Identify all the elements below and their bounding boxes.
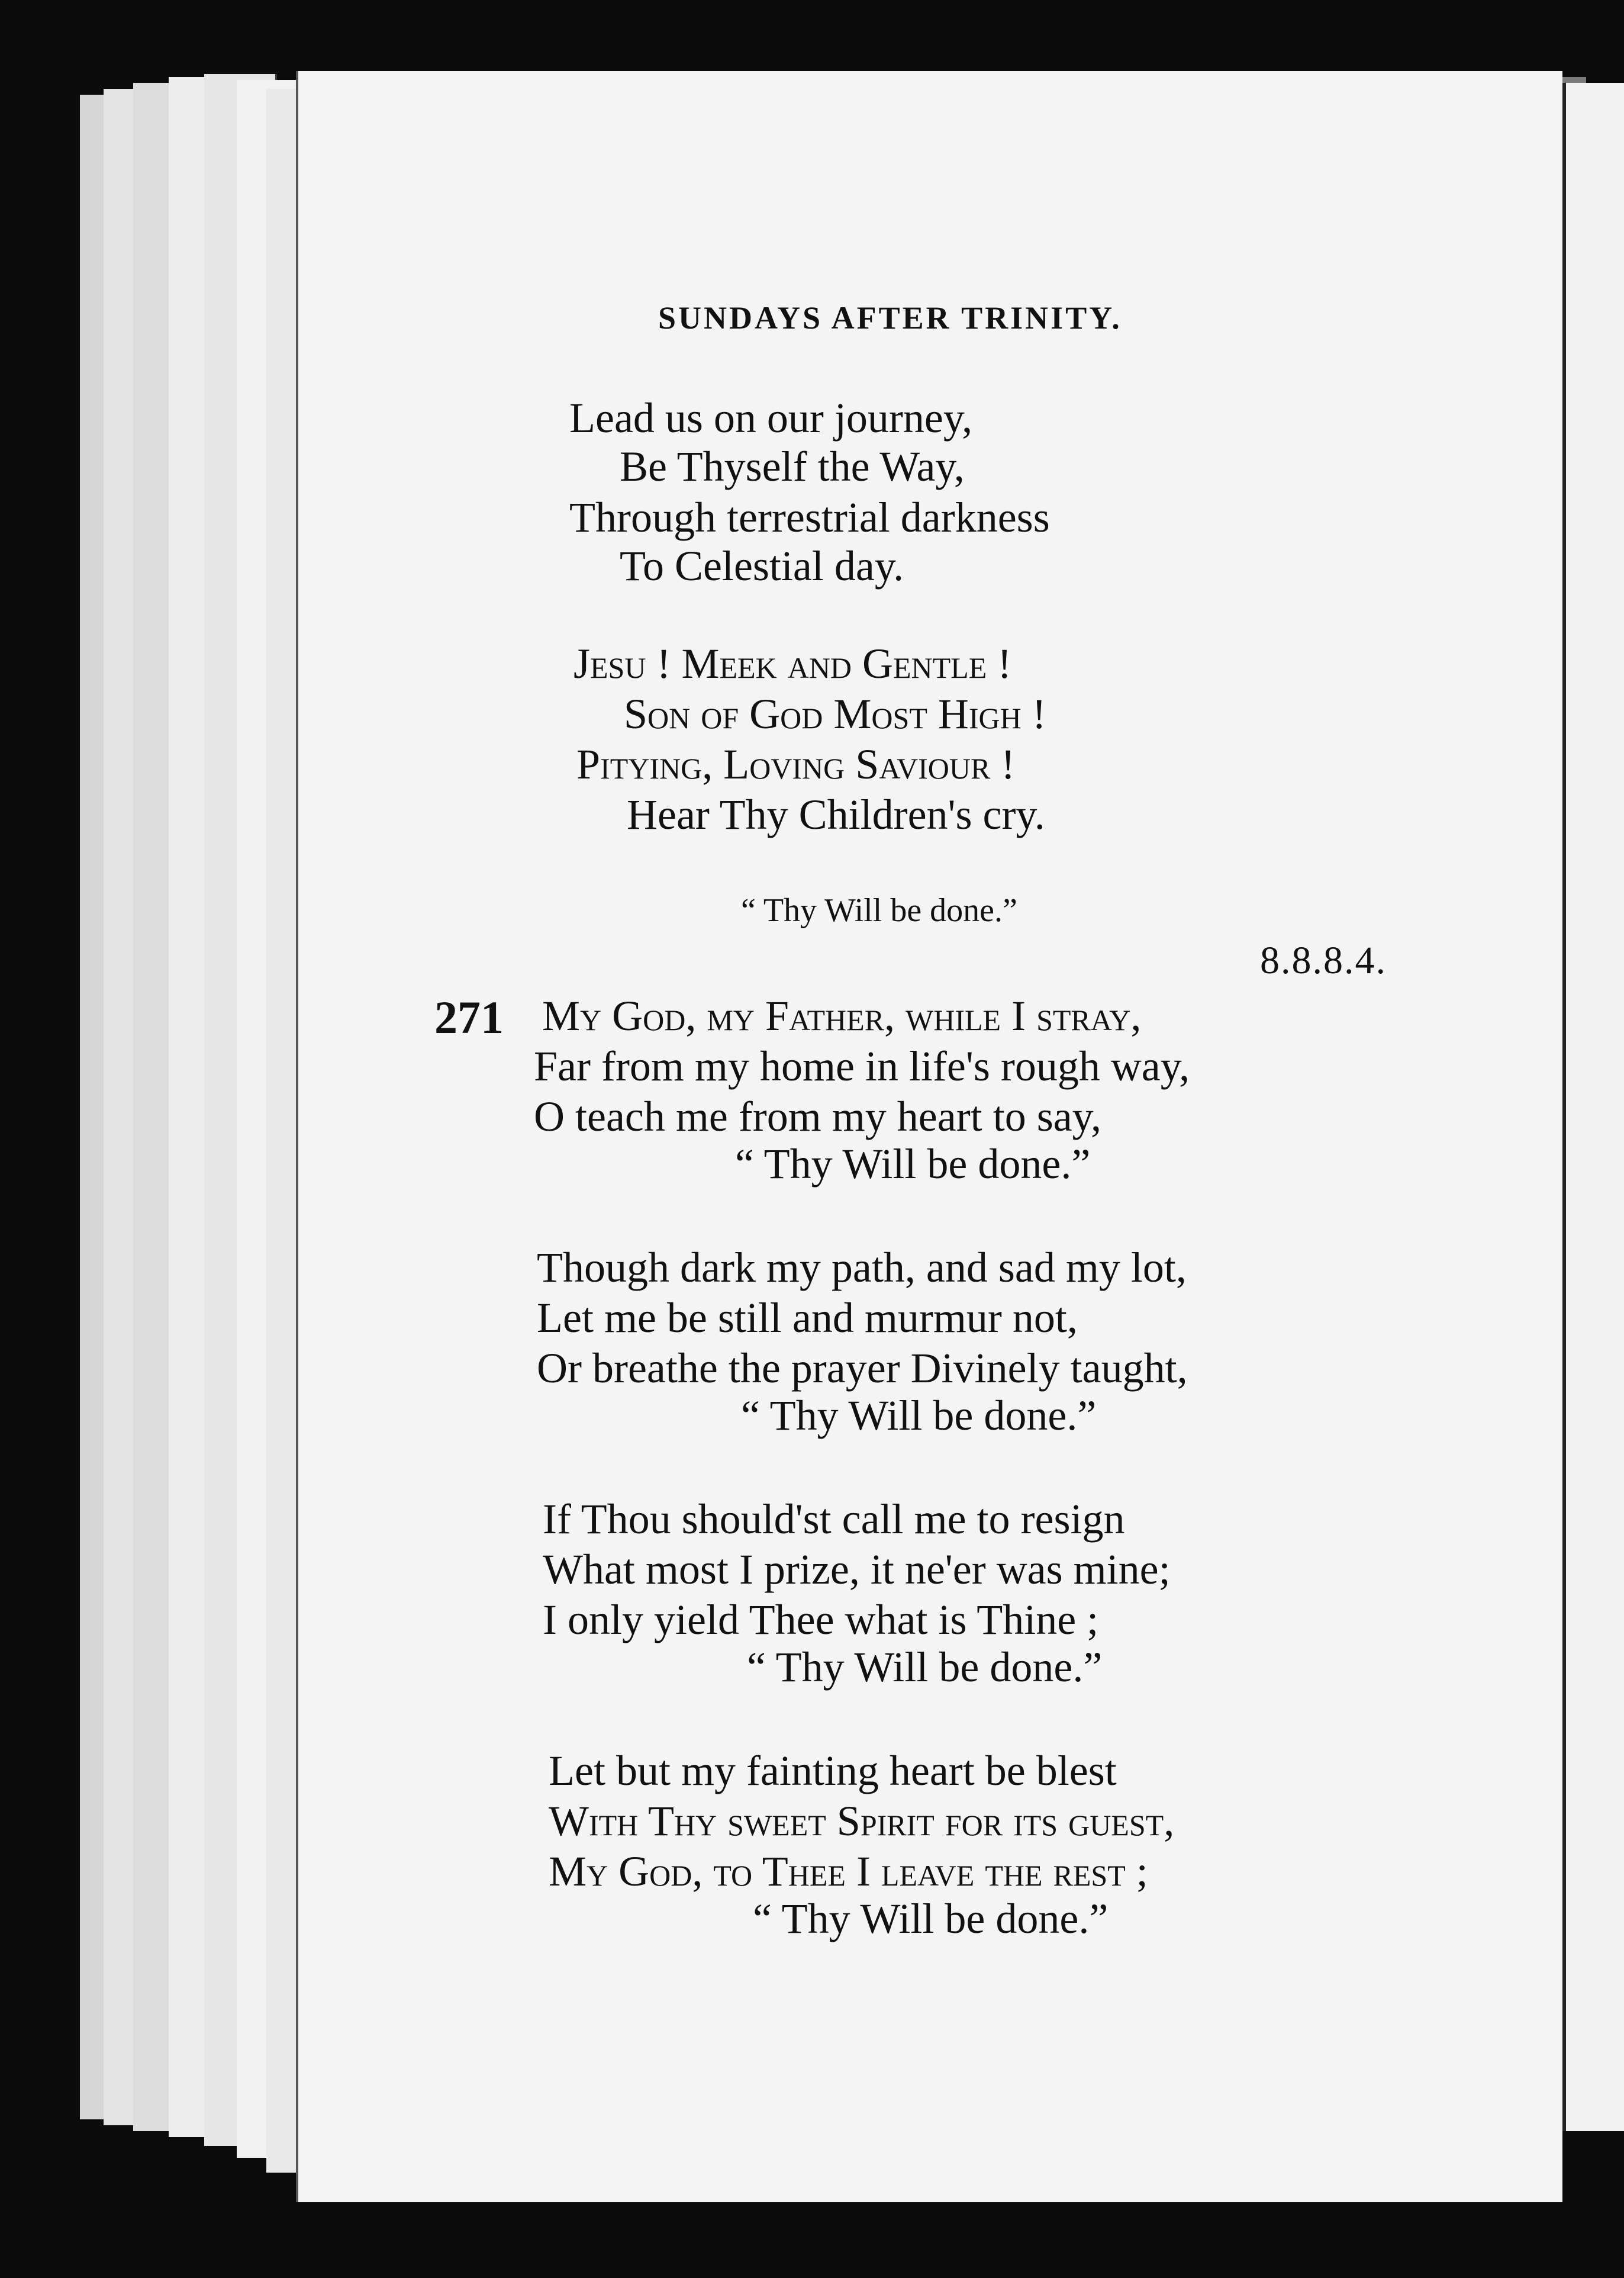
verse-line: Or breathe the prayer Divinely taught,: [537, 1344, 1188, 1392]
verse-line: O teach me from my heart to say,: [534, 1093, 1101, 1140]
verse-line: My God, my Father, while I stray,: [542, 992, 1142, 1040]
verse-line: Son of God Most High !: [624, 690, 1046, 738]
verse-line: Far from my home in life's rough way,: [534, 1043, 1190, 1090]
verse-line: Though dark my path, and sad my lot,: [537, 1244, 1187, 1291]
verse-line: Jesu ! Meek and Gentle !: [573, 640, 1012, 687]
verse-line: If Thou should'st call me to resign: [543, 1495, 1125, 1543]
verse-line: With Thy sweet Spirit for its guest,: [549, 1797, 1175, 1845]
verse-line: “ Thy Will be done.”: [747, 1643, 1103, 1691]
verse-line: What most I prize, it ne'er was mine;: [543, 1546, 1171, 1593]
running-header: SUNDAYS AFTER TRINITY.: [658, 300, 1122, 336]
verse-line: “ Thy Will be done.”: [741, 1392, 1097, 1439]
hymn-meter: 8.8.8.4.: [1260, 939, 1387, 982]
verse-line: My God, to Thee I leave the rest ;: [549, 1848, 1148, 1895]
verse-line: Be Thyself the Way,: [620, 443, 965, 490]
hymn-caption: “ Thy Will be done.”: [741, 892, 1017, 929]
verse-line: Pitying, Loving Saviour !: [576, 741, 1016, 788]
verse-line: “ Thy Will be done.”: [753, 1895, 1109, 1942]
verse-line: Let me be still and murmur not,: [537, 1294, 1078, 1341]
facing-page-edge: [1562, 83, 1624, 2131]
verse-line: “ Thy Will be done.”: [735, 1140, 1091, 1188]
verse-line: I only yield Thee what is Thine ;: [543, 1596, 1099, 1643]
verse-line: Hear Thy Children's cry.: [627, 791, 1045, 838]
verse-line: Let but my fainting heart be blest: [549, 1747, 1117, 1794]
verse-line: Lead us on our journey,: [569, 394, 973, 442]
verse-line: Through terrestrial darkness: [569, 494, 1050, 541]
hymn-number: 271: [434, 992, 504, 1043]
verse-line: To Celestial day.: [620, 542, 904, 590]
book-page: [296, 71, 1562, 2202]
